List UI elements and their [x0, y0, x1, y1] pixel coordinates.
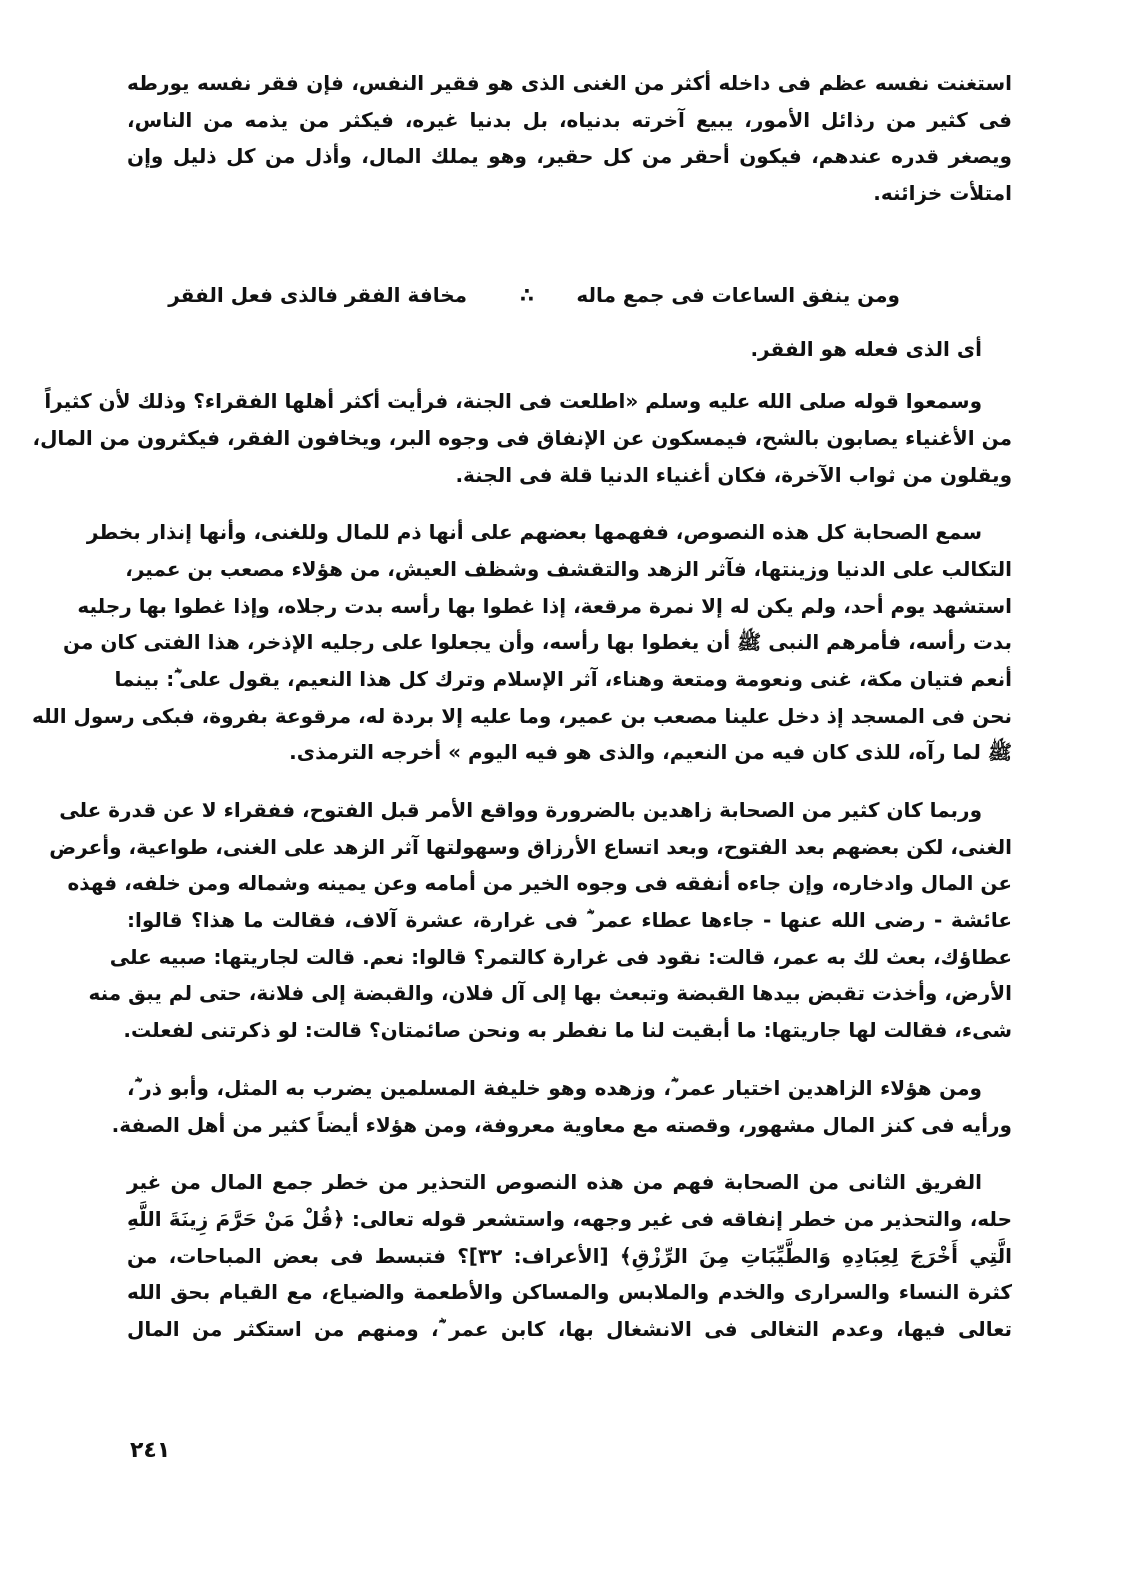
text-line: التكالب على الدنيا وزينتها، فآثر الزهد والتقشف وشظف العيش، من هؤلاء مصعب بن عمير، [125, 556, 1012, 581]
text-line: ويصغر قدره عندهم، فيكون أحقر من كل حقير، وهو يملك المال، وأذل من كل ذليل وإن [127, 144, 1012, 169]
text-line: بدت رأسه، فأمرهم النبى ﷺ أن يغطوا بها رأسه، وأن يجعلوا على رجليه الإذخر، هذا الفتى كان من [62, 630, 1012, 655]
text-line: وربما كان كثير من الصحابة زاهدين بالضرورة وواقع الأمر قبل الفتوح، ففقراء لا عن قدرة على [59, 798, 982, 822]
verse-first-hemistich: ومن ينفق الساعات فى جمع ماله [576, 282, 900, 307]
text-line: الَّتِي أَخْرَجَ لِعِبَادِهِ وَالطَّيِّبَاتِ مِنَ الرِّزْقِ﴾ [الأعراف: ٣٢]؟ فتبسط فى بعض المباحات، من [127, 1243, 1013, 1268]
text-line: ومن هؤلاء الزاهدين اختيار عمر ؓ، وزهده وهو خليفة المسلمين يضرب به المثل، وأبو ذر ؓ، [127, 1075, 982, 1100]
verse-note: أى الذى فعله هو الفقر. [750, 337, 982, 362]
paragraph [32, 383, 1012, 493]
text-line: أنعم فتيان مكة، غنى ونعومة ومتعة وهناء، آثر الإسلام وترك كل هذا النعيم، يقول على ؓ: بينما [114, 666, 1012, 691]
verse-second-hemistich: مخافة الفقر فالذى فعل الفقر [168, 282, 467, 307]
text-line: استشهد يوم أحد، ولم يكن له إلا نمرة مرقعة، إذا غطوا بها رأسه بدت رجلاه، وإذا غطوا بها رجليه [77, 593, 1012, 618]
text-line: من الأغنياء يصابون بالشح، فيمسكون عن الإنفاق فى وجوه البر، ويخافون الفقر، فيكثرون من المال، [32, 425, 1012, 450]
page-body [31, 65, 1013, 1348]
text-line: عن المال وادخاره، وإن جاءه أنفقه فى وجوه الخير من أمامه وعن يمينه وشماله ومن خلفه، فهذه [67, 871, 1012, 896]
text-line: شىء، فقالت لها جاريتها: ما أبقيت لنا ما نفطر به ونحن صائمتان؟ قالت: لو ذكرتنى لفعلت. [123, 1018, 1012, 1043]
text-line: عائشة - رضى الله عنها - جاءها عطاء عمر ؓ فى غرارة، عشرة آلاف، فقالت ما هذا؟ قالوا: [127, 908, 1012, 933]
text-line: سمع الصحابة كل هذه النصوص، ففهمها بعضهم على أنها ذم للمال وللغنى، وأنها إنذار بخطر [86, 520, 982, 545]
text-line: تعالى فيها، وعدم التغالى فى الانشغال بها، كابن عمر ؓ، ومنهم من استكثر من المال [127, 1316, 1013, 1341]
text-line: استغنت نفسه عظم فى داخله أكثر من الغنى الذى هو فقير النفس، فإن فقر نفسه يورطه [127, 71, 1012, 95]
text-line: كثرة النساء والسرارى والخدم والملابس والمساكن والأطعمة والضياع، مع القيام بحق الله [127, 1280, 1012, 1305]
text-line: فى كثير من رذائل الأمور، يبيع آخرته بدنياه، بل بدنيا غيره، فيكثر من يذمه من الناس، [127, 107, 1012, 132]
text-line: حله، والتحذير من خطر إنفاقه فى غير وجهه، واستشعر قوله تعالى: ﴿قُلْ مَنْ حَرَّمَ زِينَةَ اللَّهِ [127, 1206, 1012, 1231]
text-line: عطاؤك، بعث لك به عمر، قالت: نقود فى غرارة كالتمر؟ قالوا: نعم. قالت لجاريتها: صبيه على [109, 944, 1012, 969]
paragraph [49, 792, 1012, 1049]
text-line: الغنى، لكن بعضهم بعد الفتوح، وبعد اتساع الأرزاق وسهولتها آثر الزهد على الغنى، طواعية، وأعرض [49, 834, 1012, 859]
paragraph [127, 1164, 1012, 1347]
paragraph [127, 65, 1012, 212]
text-line: ورأيه فى كنز المال مشهور، وقصته مع معاوية معروفة، ومن هؤلاء أيضاً كثير من أهل الصفة. [111, 1112, 1012, 1137]
text-line: وسمعوا قوله صلى الله عليه وسلم «اطلعت فى الجنة، فرأيت أكثر أهلها الفقراء؟ وذلك لأن كثيراً [44, 389, 982, 414]
body-paragraphs [31, 383, 1013, 1348]
paragraph [111, 1070, 1012, 1143]
text-line: نحن فى المسجد إذ دخل علينا مصعب بن عمير، وما عليه إلا بردة له، مرقوعة بفروة، فبكى رسول الله [31, 703, 1012, 728]
paragraph [31, 514, 1012, 771]
page-number: ٢٤١ [130, 1438, 171, 1463]
text-line: ﷺ لما رآه، للذى كان فيه من النعيم، والذى هو فيه اليوم » أخرجه الترمذى. [289, 740, 1012, 765]
text-line: امتلأت خزائنه. [873, 181, 1012, 206]
text-line: الأرض، وأخذت تقبض بيدها القبضة وتبعث بها إلى آل فلان، والقبضة إلى فلانة، حتى لم يبق منه [88, 981, 1012, 1006]
poetry-verse [127, 277, 1012, 314]
text-line: ويقلون من ثواب الآخرة، فكان أغنياء الدنيا قلة فى الجنة. [455, 462, 1012, 487]
verse-separator: ∴ [520, 282, 534, 307]
text-line: الفريق الثانى من الصحابة فهم من هذه النصوص التحذير من خطر جمع المال من غير [127, 1170, 982, 1195]
